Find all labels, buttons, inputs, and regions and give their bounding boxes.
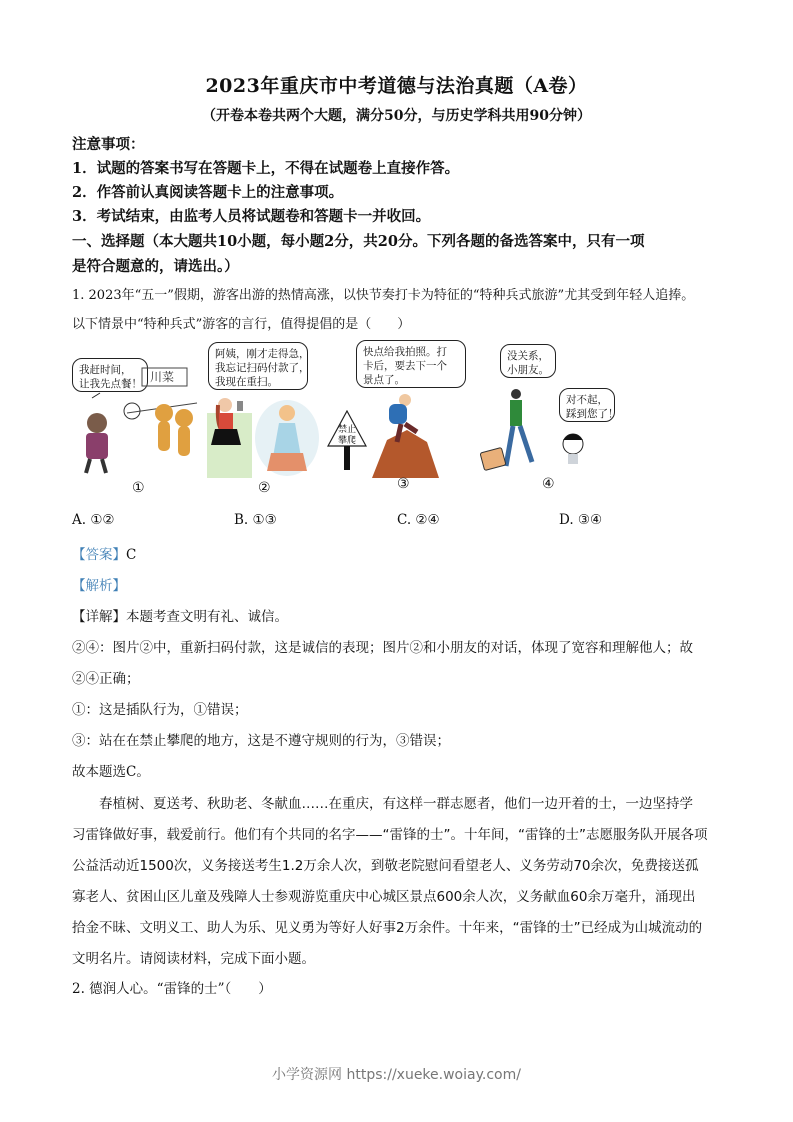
detail-tag: 【详解】 bbox=[72, 609, 126, 625]
panel-number: ④ bbox=[542, 476, 555, 492]
speech-bubble-panel-4-child: 对不起， 踩到您了！ bbox=[559, 388, 615, 422]
panel-number: ① bbox=[132, 480, 145, 496]
answer-tag: 【答案】 bbox=[72, 547, 126, 563]
scan-payment-scene-icon bbox=[207, 393, 322, 478]
question-1-illustration bbox=[72, 338, 672, 500]
panel-number: ② bbox=[258, 480, 271, 496]
explain-line: ②④正确； bbox=[72, 671, 140, 687]
panel-number: ③ bbox=[397, 476, 410, 492]
speech-bubble-panel-3: 快点给我拍照。打 卡后，要去下一个 景点了。 bbox=[356, 340, 466, 388]
answer-value: C bbox=[126, 547, 137, 563]
notice-item: 2．作答前认真阅读答题卡上的注意事项。 bbox=[72, 184, 344, 201]
notice-item: 3．考试结束，由监考人员将试题卷和答题卡一并收回。 bbox=[72, 208, 431, 225]
option-a[interactable]: A. ①② bbox=[72, 512, 115, 528]
page-subtitle: （开卷本卷共两个大题，满分50分，与历史学科共用90分钟） bbox=[202, 108, 591, 124]
question-2-stem: 2. 德润人心。“雷锋的士”（ ） bbox=[72, 981, 272, 997]
queue-cutting-scene-icon bbox=[72, 363, 202, 478]
question-1-stem: 1. 2023年“五一”假期，游客出游的热情高涨，以快节奏打卡为特征的“特种兵式旅游”尤其受到年轻人追捧。 bbox=[72, 288, 695, 303]
option-c[interactable]: C. ②④ bbox=[397, 512, 440, 528]
detail-line bbox=[72, 605, 288, 625]
no-climbing-sign-icon bbox=[327, 410, 367, 472]
footer-watermark: 小学资源网 https://xueke.woiay.com/ bbox=[272, 1067, 521, 1083]
svg-text:攀爬: 攀爬 bbox=[338, 436, 357, 446]
speech-bubble-panel-2: 阿姨，刚才走得急， 我忘记扫码付款了， 我现在重扫。 bbox=[208, 342, 308, 390]
explain-line: 故本题选C。 bbox=[72, 764, 150, 780]
option-b[interactable]: B. ①③ bbox=[234, 512, 277, 528]
section-heading-cont: 是符合题意的，请选出。） bbox=[72, 258, 239, 275]
svg-text:川菜: 川菜 bbox=[150, 370, 175, 384]
explain-line: ①：这是插队行为，①错误； bbox=[72, 702, 248, 718]
analysis-tag: 【解析】 bbox=[72, 578, 126, 594]
detail-text: 本题考查文明有礼、诚信。 bbox=[126, 609, 288, 625]
explain-line: ②④：图片②中，重新扫码付款，这是诚信的表现；图片②和小朋友的对话，体现了宽容和理解他人；故 bbox=[72, 640, 693, 656]
notice-heading: 注意事项： bbox=[72, 136, 145, 153]
speech-bubble-panel-4-adult: 没关系， 小朋友。 bbox=[500, 344, 556, 378]
question-1-stem-cont: 以下情景中“特种兵式”游客的言行，值得提倡的是（ ） bbox=[72, 317, 411, 332]
answer-line bbox=[72, 543, 136, 563]
explain-line: ③：站在在禁止攀爬的地方，这是不遵守规则的行为，③错误； bbox=[72, 733, 450, 749]
page-title: 2023年重庆市中考道德与法治真题（A卷） bbox=[205, 75, 588, 97]
exam-page: 2023年重庆市中考道德与法治真题（A卷） （开卷本卷共两个大题，满分50分，与历史学科共用90分钟） 注意事项： 1．试题的答案书写在答题卡上，不得在试题卷上直接作答。 2．作答前认真阅读答题卡上的注意事项。 3．考试结束，由监考人员将试题卷和答题卡一并收回。 一、选择题（本大题共10小题，每小题2分，共20分。下列各题的备选答案中，只有一项 是符合题意的，请选出。） 1. 2023年“五一”假期，游客出游的热情高涨，以快节奏打卡为特征的“特种兵式旅游”尤其受到年轻人追捧。 以下情景中“特种兵式”游客的言行，值得提倡的是（ ） 我赶时间， 让我先点餐！ 川菜 ① 阿姨，刚才走得急， 我忘记扫码付款了， 我现在重扫。 ② 快点给我拍照。打 卡后，要去下一个 景点了。 禁止 攀爬 ③ 没关系， 小朋友。 对不起， 踩到您了！ ④ A. ①② B. ①③ C. ②④ D. ③④ 【答案】C 【解析】 【详解】本题考查文明有礼、诚信。 ②④：图片②中，重新扫码付款，这是诚信的表现；图片②和小朋友的对话，体现了宽容和理解他人；故 ②④正确； ①：这是插队行为，①错误； ③：站在在禁止攀爬的地方，这是不遵守规则的行为，③错误； 故本题选C。 春植树、夏送考、秋助老、冬献血……在重庆，有这样一群志愿者，他们一边开着的士，一边坚持学 习雷锋做好事，载爱前行。他们有个共同的名字——“雷锋的士”。十年间，“雷锋的士”志愿服务队开展各项 公益活动近1500次，义务接送考生1.2万余人次，到敬老院慰问看望老人、义务劳动70余次，免费接送孤 寡老人、贫困山区儿童及残障人士参观游览重庆中心城区景点600余人次，义务献血60余万毫升，涌现出 拾金不昧、文明义工、助人为乐、见义勇为等好人好事2万余件。十年来，“雷锋的士”已经成为山城流动的 文明名片。请阅读材料，完成下面小题。 2. 德润人心。“雷锋的士”（ ） 小学资源网 https://xueke.woiay.com/ bbox=[0, 0, 793, 1122]
section-heading: 一、选择题（本大题共10小题，每小题2分，共20分。下列各题的备选答案中，只有一项 bbox=[72, 233, 645, 250]
walking-tourist-and-child-icon bbox=[480, 388, 630, 473]
climbing-tourist-icon bbox=[367, 390, 442, 478]
svg-text:禁止: 禁止 bbox=[338, 425, 357, 435]
option-d[interactable]: D. ③④ bbox=[559, 512, 603, 528]
speech-bubble-panel-1: 我赶时间， 让我先点餐！ bbox=[72, 358, 148, 392]
notice-item: 1．试题的答案书写在答题卡上，不得在试题卷上直接作答。 bbox=[72, 160, 460, 177]
